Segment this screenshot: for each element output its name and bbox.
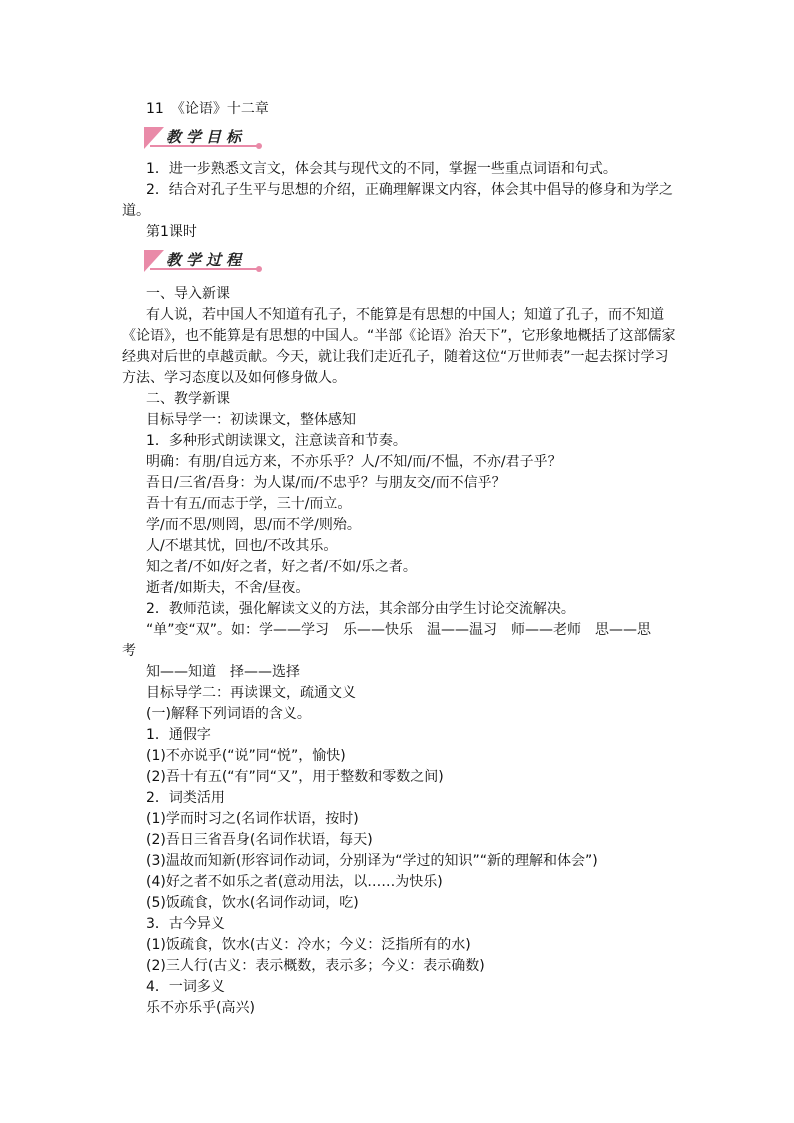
banner-label: 教学过程: [166, 251, 247, 269]
section-banner-goals: [144, 127, 262, 149]
single-double-line: “单”变“双”。如：学——学习 乐——快乐 温——温习 师——老师 思——思: [146, 622, 652, 638]
goal-item-2: 2．结合对孔子生平与思想的介绍，正确理解课文内容，体会其中倡导的修身和为学之: [146, 182, 673, 198]
intro-line: 经典对后世的卓越贡献。今天，就让我们走近孔子，随着这位“万世师表”一起去探讨学习: [122, 349, 669, 365]
gujin-item: (1)饭疏食，饮水(古义：冷水；今义：泛指所有的水): [146, 937, 471, 953]
intro-line: 有人说，若中国人不知道有孔子，不能算是有思想的中国人；知道了孔子，而不知道: [146, 307, 664, 323]
section-banner-process: [144, 250, 262, 272]
cilei-item: (5)饭疏食，饮水(名词作动词，吃): [146, 895, 359, 911]
gujin-heading: 3．古今异义: [146, 916, 225, 932]
reading-line: 明确：有朋/自远方来，不亦乐乎？人/不知/而/不愠，不亦/君子乎？: [146, 454, 562, 470]
single-double-continued: 考: [122, 643, 136, 659]
cilei-heading: 2．词类活用: [146, 790, 225, 806]
read-task: 1．多种形式朗读课文，注意读音和节奏。: [146, 433, 407, 449]
banner-dot-decoration: [256, 143, 262, 149]
reading-line: 吾十有五/而志于学，三十/而立。: [146, 496, 352, 512]
goal-item-2-continued: 道。: [122, 203, 150, 219]
reading-line: 学/而不思/则罔，思/而不学/则殆。: [146, 517, 361, 533]
reading-line: 吾日/三省/吾身：为人谋/而/不忠乎？与朋友交/而不信乎？: [146, 475, 506, 491]
tongjia-item: (2)吾十有五(“有”同“又”，用于整数和零数之间): [146, 769, 444, 785]
intro-line: 《论语》，也不能算是有思想的中国人。“半部《论语》治天下”，它形象地概括了这部儒家: [122, 328, 676, 344]
part1-heading: 一、导入新课: [146, 286, 230, 302]
reading-line: 逝者/如斯夫，不舍/昼夜。: [146, 580, 310, 596]
document-title: 11 《论语》十二章: [146, 101, 269, 117]
goal1-heading: 目标导学一：初读课文，整体感知: [146, 412, 356, 428]
banner-dot-decoration: [256, 266, 262, 272]
reading-line: 知之者/不如/好之者，好之者/不如/乐之者。: [146, 559, 417, 575]
yici-heading: 4．一词多义: [146, 979, 225, 995]
cilei-item: (2)吾日三省吾身(名词作状语，每天): [146, 832, 373, 848]
intro-line: 方法、学习态度以及如何修身做人。: [122, 370, 346, 386]
reading-line: 人/不堪其忧，回也/不改其乐。: [146, 538, 338, 554]
yici-item: 乐不亦乐乎(高兴): [146, 1000, 255, 1016]
cilei-item: (1)学而时习之(名词作状语，按时): [146, 811, 359, 827]
cilei-item: (4)好之者不如乐之者(意动用法，以……为快乐): [146, 874, 443, 890]
goal2-heading: 目标导学二：再读课文，疏通文义: [146, 685, 356, 701]
part2-heading: 二、教学新课: [146, 391, 230, 407]
explain-heading: (一)解释下列词语的含义。: [146, 706, 311, 722]
banner-label: 教学目标: [166, 128, 247, 146]
tongjia-heading: 1．通假字: [146, 727, 211, 743]
tongjia-item: (1)不亦说乎(“说”同“悦”，愉快): [146, 748, 346, 764]
goal-item-1: 1．进一步熟悉文言文，体会其与现代文的不同，掌握一些重点词语和句式。: [146, 161, 617, 177]
gujin-item: (2)三人行(古义：表示概数，表示多；今义：表示确数): [146, 958, 485, 974]
teacher-task: 2．教师范读，强化解读文义的方法，其余部分由学生讨论交流解决。: [146, 601, 575, 617]
cilei-item: (3)温故而知新(形容词作动词，分别译为“学过的知识”“新的理解和体会”): [146, 853, 598, 869]
lesson-label: 第1课时: [146, 224, 197, 240]
single-double-line: 知——知道 择——选择: [146, 664, 300, 680]
